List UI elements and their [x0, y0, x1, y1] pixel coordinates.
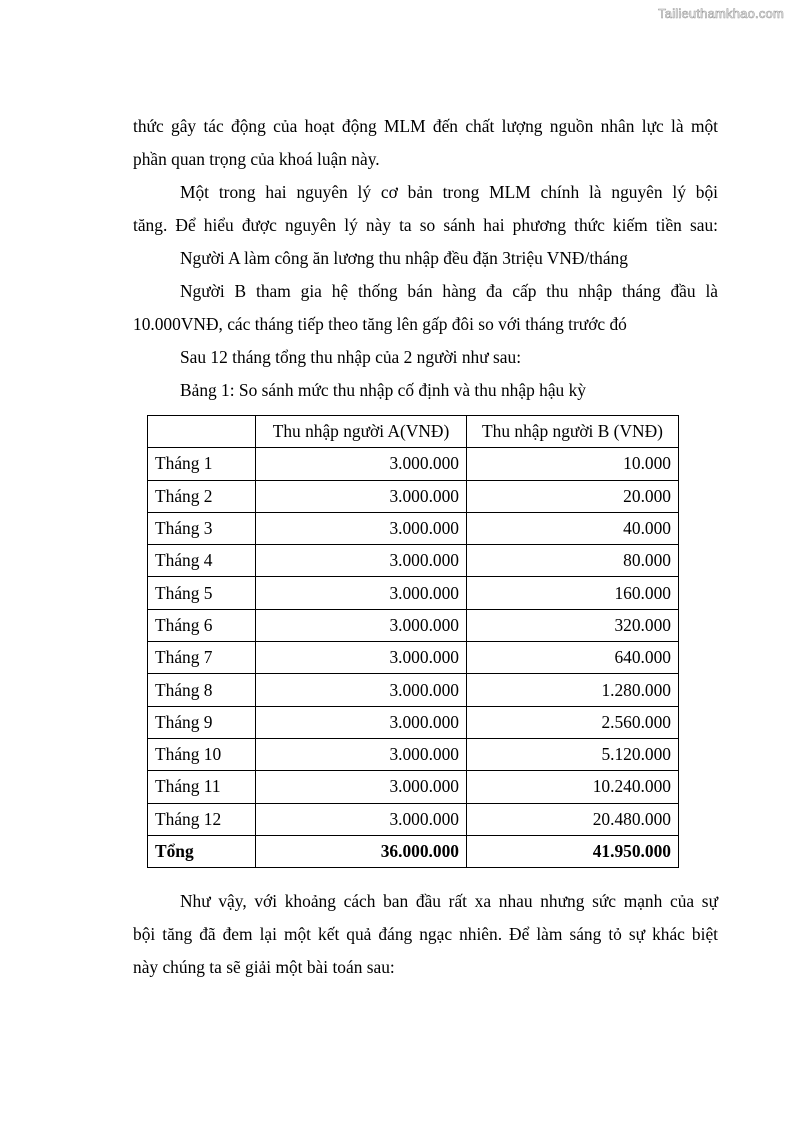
table-cell: Tháng 12 — [148, 803, 256, 835]
text-line: tăng. Để hiểu được nguyên lý này ta so sánh hai phương thức kiếm tiền sau: — [133, 215, 718, 235]
table-cell: 3.000.000 — [256, 674, 467, 706]
table-row — [148, 448, 679, 480]
header-cell: Thu nhập người B (VNĐ) — [467, 416, 679, 448]
text-line: 10.000VNĐ, các tháng tiếp theo tăng lên gấp đôi so với tháng trước đó — [133, 314, 627, 334]
table-cell: Tháng 4 — [148, 545, 256, 577]
table-row — [148, 480, 679, 512]
table-cell: 20.480.000 — [467, 803, 679, 835]
table-cell: 10.240.000 — [467, 771, 679, 803]
table-cell: 3.000.000 — [256, 512, 467, 544]
table-row — [148, 545, 679, 577]
text-line: Người A làm công ăn lương thu nhập đều đặn 3triệu VNĐ/tháng — [180, 248, 628, 268]
table-cell: Tháng 1 — [148, 448, 256, 480]
table-cell: 36.000.000 — [256, 835, 467, 867]
table-cell: 3.000.000 — [256, 738, 467, 770]
table-cell: Tháng 10 — [148, 738, 256, 770]
table-cell: 3.000.000 — [256, 803, 467, 835]
table-cell: Tháng 9 — [148, 706, 256, 738]
table-cell: Tổng — [148, 835, 256, 867]
table-cell: Tháng 7 — [148, 642, 256, 674]
table-cell: Tháng 6 — [148, 609, 256, 641]
table-cell: 2.560.000 — [467, 706, 679, 738]
header-cell — [148, 416, 256, 448]
text-line: Người B tham gia hệ thống bán hàng đa cấp thu nhập tháng đầu là — [180, 281, 718, 301]
table-row — [148, 512, 679, 544]
table-cell: Tháng 3 — [148, 512, 256, 544]
text-line: này chúng ta sẽ giải một bài toán sau: — [133, 957, 395, 977]
table-cell: 3.000.000 — [256, 480, 467, 512]
table-header-row — [148, 416, 679, 448]
table-cell: Tháng 11 — [148, 771, 256, 803]
table-cell: Tháng 8 — [148, 674, 256, 706]
table-row — [148, 803, 679, 835]
table-cell: 160.000 — [467, 577, 679, 609]
table-cell: 80.000 — [467, 545, 679, 577]
table-cell: 3.000.000 — [256, 642, 467, 674]
table-cell: 41.950.000 — [467, 835, 679, 867]
table-row — [148, 609, 679, 641]
text-line: Sau 12 tháng tổng thu nhập của 2 người như sau: — [180, 347, 522, 367]
table-cell: 40.000 — [467, 512, 679, 544]
table-cell: 10.000 — [467, 448, 679, 480]
table-caption: Bảng 1: So sánh mức thu nhập cố định và thu nhập hậu kỳ — [180, 380, 586, 400]
table-cell: 3.000.000 — [256, 545, 467, 577]
header-cell: Thu nhập người A(VNĐ) — [256, 416, 467, 448]
table-cell: Tháng 5 — [148, 577, 256, 609]
table-cell: 320.000 — [467, 609, 679, 641]
table-row — [148, 738, 679, 770]
text-line: bội tăng đã đem lại một kết quả đáng ngạc nhiên. Để làm sáng tỏ sự khác biệt — [133, 924, 718, 944]
table-row — [148, 642, 679, 674]
table-cell: 3.000.000 — [256, 577, 467, 609]
table-cell: 5.120.000 — [467, 738, 679, 770]
table-total-row — [148, 835, 679, 867]
table-row — [148, 674, 679, 706]
table-cell: 20.000 — [467, 480, 679, 512]
text-line: Như vậy, với khoảng cách ban đầu rất xa nhau nhưng sức mạnh của sự — [180, 891, 718, 911]
table-row — [148, 706, 679, 738]
table-cell: 1.280.000 — [467, 674, 679, 706]
table-cell: Tháng 2 — [148, 480, 256, 512]
table-row — [148, 577, 679, 609]
income-comparison-table — [147, 415, 679, 868]
table-cell: 3.000.000 — [256, 706, 467, 738]
table-cell: 640.000 — [467, 642, 679, 674]
text-line: Một trong hai nguyên lý cơ bản trong MLM chính là nguyên lý bội — [180, 182, 718, 202]
watermark: Tailieuthamkhao.com — [658, 6, 784, 21]
table-row — [148, 771, 679, 803]
text-line: thức gây tác động của hoạt động MLM đến chất lượng nguồn nhân lực là một — [133, 116, 718, 136]
table-cell: 3.000.000 — [256, 771, 467, 803]
table-cell: 3.000.000 — [256, 448, 467, 480]
text-line: phần quan trọng của khoá luận này. — [133, 149, 380, 169]
table-cell: 3.000.000 — [256, 609, 467, 641]
